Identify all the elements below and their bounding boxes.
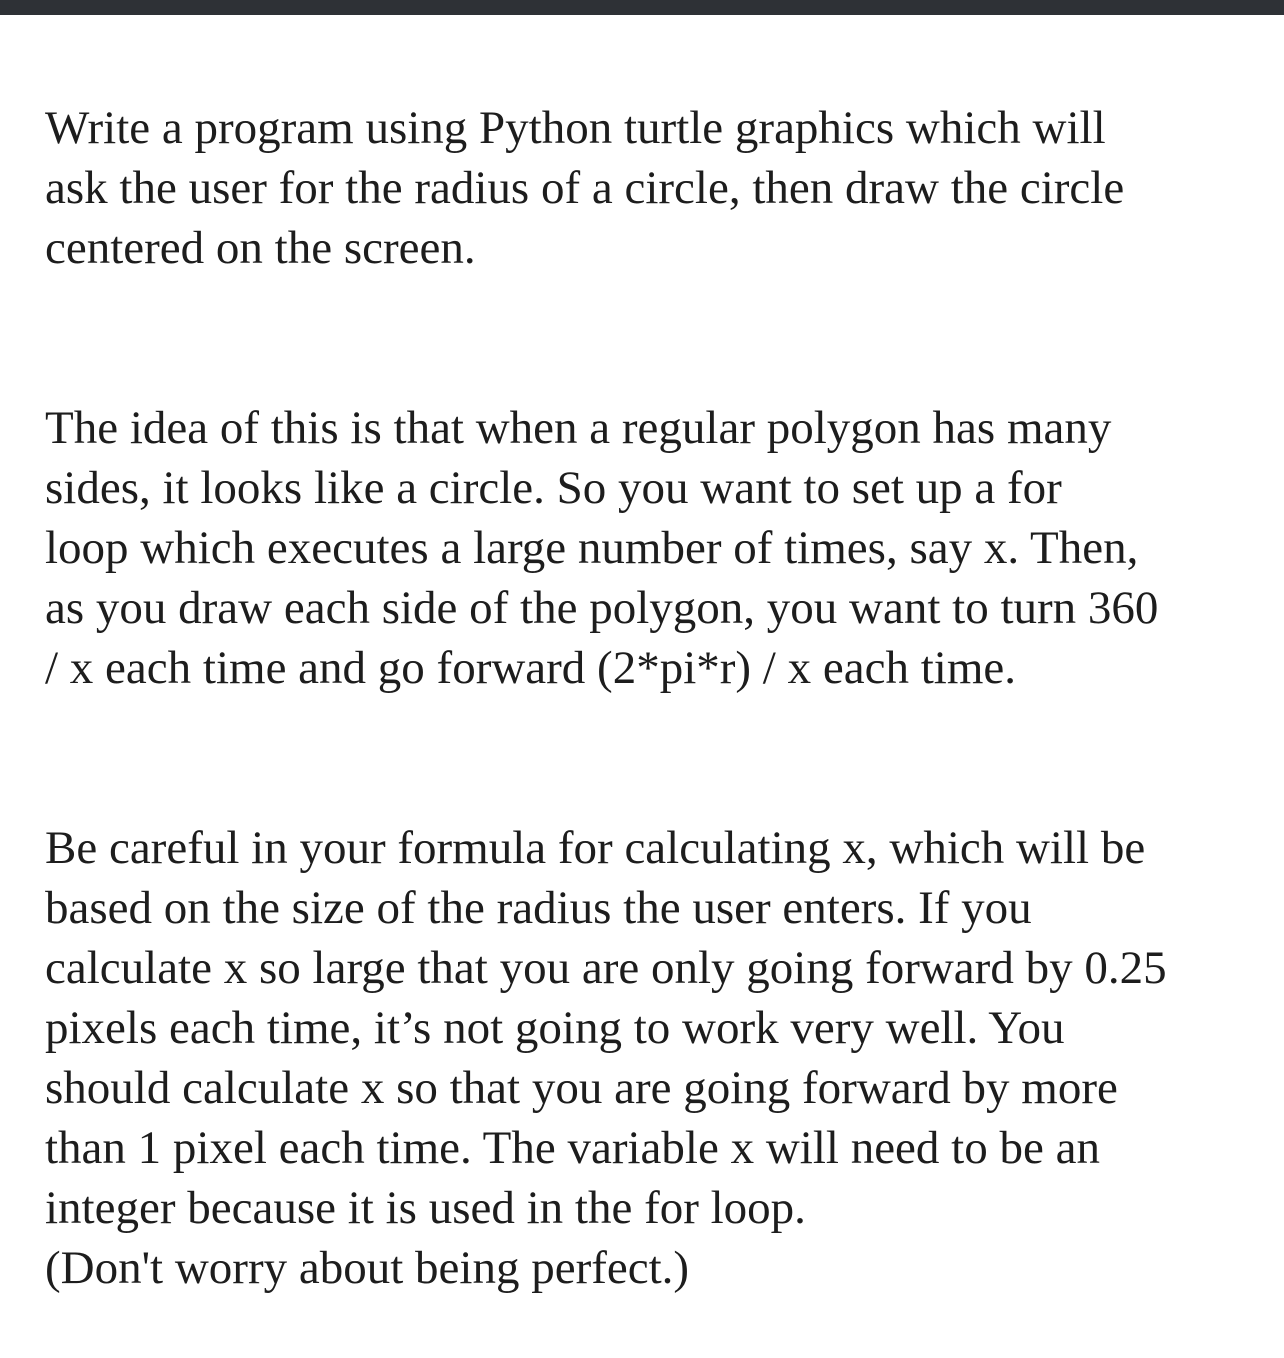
document-body xyxy=(45,38,1270,1358)
paragraph-polygon-idea: The idea of this is that when a regular polygon has many sides, it looks like a circle. So you want to set up a for loop which executes a large number of times, say x. Then, as you draw each side of the polygon, you want to turn 360 / x each time and go forward (2*pi*r) / x each time. xyxy=(45,402,1159,694)
paragraph-careful-formula: Be careful in your formula for calculating x, which will be based on the size of the radius the user enters. If you calculate x so large that you are only going forward by 0.25 pixels each time, it’s not going to work very well. You should calculate x so that you are going forward by more than 1 pixel each time. The variable x will need to be an integer because it is used in the for loop. (Don't worry about being perfect.) xyxy=(45,822,1167,1294)
top-bar xyxy=(0,0,1284,15)
paragraph-task: Write a program using Python turtle graphics which will ask the user for the radius of a circle, then draw the circle centered on the screen. xyxy=(45,102,1125,274)
